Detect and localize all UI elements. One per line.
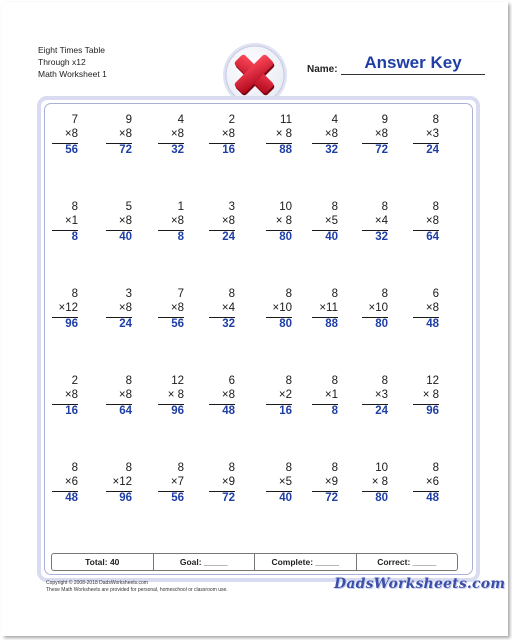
- problem-multiplicand: 10: [279, 201, 292, 213]
- problem-multiplier: ×8: [64, 389, 78, 401]
- problem-multiplicand: 6: [228, 375, 235, 387]
- problem-answer: 88: [279, 144, 292, 156]
- multiplication-problem: [100, 110, 132, 166]
- problem-multiplier: ×4: [221, 302, 235, 314]
- problem-multiplicand: 9: [125, 114, 132, 126]
- problem-answer: 64: [119, 405, 132, 417]
- problem-multiplicand: 8: [381, 375, 388, 387]
- problem-multiplicand: 8: [71, 288, 78, 300]
- multiplication-problem: [306, 110, 338, 166]
- multiplication-problem: [203, 458, 235, 514]
- multiplication-problem: [152, 197, 184, 253]
- problem-multiplicand: 8: [125, 375, 132, 387]
- problem-multiplier: × 8: [275, 128, 292, 140]
- problem-answer: 16: [279, 405, 292, 417]
- problem-answer: 80: [279, 318, 292, 330]
- multiplication-problem: [306, 458, 338, 514]
- problem-answer: 8: [177, 231, 184, 243]
- title-line: Through x12: [38, 57, 86, 67]
- multiplication-problem: [46, 371, 78, 427]
- problem-multiplicand: 8: [331, 201, 338, 213]
- problem-multiplier: ×8: [425, 215, 439, 227]
- problem-row: [40, 371, 471, 427]
- problem-multiplier: ×8: [118, 215, 132, 227]
- problem-multiplicand: 8: [432, 114, 439, 126]
- problem-answer: 24: [222, 231, 235, 243]
- problem-answer: 72: [119, 144, 132, 156]
- problem-multiplier: ×8: [221, 128, 235, 140]
- problem-multiplier: ×5: [324, 215, 338, 227]
- problem-multiplicand: 10: [375, 462, 388, 474]
- brand-logo: [334, 576, 506, 598]
- problem-multiplier: ×2: [278, 389, 292, 401]
- problem-multiplier: ×8: [324, 128, 338, 140]
- usage-text: These Math Worksheets are provided for personal, homeschool or classroom use.: [46, 587, 228, 593]
- problem-multiplier: ×1: [64, 215, 78, 227]
- problem-answer: 32: [222, 318, 235, 330]
- problem-multiplicand: 12: [426, 375, 439, 387]
- problem-multiplicand: 4: [177, 114, 184, 126]
- problem-row: [40, 458, 471, 514]
- problem-multiplicand: 8: [331, 375, 338, 387]
- multiplication-problem: [407, 110, 439, 166]
- total-cell: Total: 40: [85, 557, 120, 567]
- problem-grid: [40, 110, 471, 550]
- multiplication-problem: [100, 197, 132, 253]
- problem-multiplicand: 8: [71, 201, 78, 213]
- problem-multiplicand: 4: [331, 114, 338, 126]
- problem-answer: 80: [279, 231, 292, 243]
- problem-multiplier: ×10: [368, 302, 388, 314]
- problem-answer: 16: [222, 144, 235, 156]
- problem-answer: 88: [325, 318, 338, 330]
- multiplication-problem: [203, 371, 235, 427]
- problem-answer: 24: [119, 318, 132, 330]
- problem-multiplier: ×12: [112, 476, 132, 488]
- problem-multiplier: ×8: [118, 302, 132, 314]
- problem-multiplicand: 8: [331, 462, 338, 474]
- problem-multiplier: ×3: [374, 389, 388, 401]
- multiplication-problem: [356, 197, 388, 253]
- multiplication-problem: [203, 197, 235, 253]
- problem-multiplicand: 8: [125, 462, 132, 474]
- multiplication-problem: [260, 110, 292, 166]
- problem-answer: 48: [426, 492, 439, 504]
- multiplication-problem: [356, 110, 388, 166]
- problem-multiplicand: 8: [71, 462, 78, 474]
- problem-answer: 32: [375, 231, 388, 243]
- name-underline: [341, 74, 485, 75]
- name-field: [307, 54, 485, 78]
- multiplication-problem: [46, 197, 78, 253]
- problem-multiplier: ×10: [272, 302, 292, 314]
- name-label: Name:: [307, 64, 338, 75]
- problem-multiplier: ×6: [425, 476, 439, 488]
- problem-multiplier: ×12: [58, 302, 78, 314]
- multiplication-problem: [152, 284, 184, 340]
- problem-answer: 16: [65, 405, 78, 417]
- multiplication-problem: [407, 371, 439, 427]
- problem-multiplicand: 8: [228, 462, 235, 474]
- problem-answer: 72: [375, 144, 388, 156]
- problem-multiplicand: 8: [381, 288, 388, 300]
- problem-multiplier: ×8: [425, 302, 439, 314]
- problem-answer: 24: [426, 144, 439, 156]
- problem-answer: 96: [119, 492, 132, 504]
- multiplication-problem: [152, 458, 184, 514]
- problem-answer: 40: [279, 492, 292, 504]
- problem-multiplicand: 1: [177, 201, 184, 213]
- complete-cell: Complete: _____: [254, 554, 356, 570]
- problem-multiplier: ×9: [324, 476, 338, 488]
- answer-key-label: Answer Key: [364, 53, 462, 72]
- problem-multiplicand: 8: [432, 201, 439, 213]
- problem-answer: 32: [171, 144, 184, 156]
- problem-multiplicand: 2: [71, 375, 78, 387]
- title-line: Eight Times Table: [38, 45, 105, 55]
- problem-multiplicand: 8: [177, 462, 184, 474]
- problem-multiplier: × 8: [371, 476, 388, 488]
- title-line: Math Worksheet 1: [38, 69, 107, 79]
- problem-multiplicand: 8: [228, 288, 235, 300]
- multiplication-problem: [306, 371, 338, 427]
- problem-multiplicand: 8: [285, 462, 292, 474]
- multiplication-problem: [356, 284, 388, 340]
- problem-answer: 40: [119, 231, 132, 243]
- problem-multiplicand: 5: [125, 201, 132, 213]
- multiplication-problem: [100, 458, 132, 514]
- problem-row: [40, 110, 471, 166]
- problem-multiplier: ×8: [170, 302, 184, 314]
- problem-multiplier: ×7: [170, 476, 184, 488]
- problem-answer: 56: [171, 318, 184, 330]
- problem-answer: 72: [222, 492, 235, 504]
- problem-multiplicand: 8: [285, 288, 292, 300]
- problem-multiplier: ×4: [374, 215, 388, 227]
- problem-answer: 56: [65, 144, 78, 156]
- problem-multiplicand: 11: [280, 114, 292, 126]
- problem-answer: 96: [171, 405, 184, 417]
- problem-multiplier: × 8: [275, 215, 292, 227]
- problem-multiplier: ×8: [170, 128, 184, 140]
- problem-answer: 32: [325, 144, 338, 156]
- problem-multiplier: ×3: [425, 128, 439, 140]
- problem-multiplier: ×6: [64, 476, 78, 488]
- problem-multiplicand: 3: [228, 201, 235, 213]
- multiplication-problem: [100, 284, 132, 340]
- multiplication-problem: [203, 284, 235, 340]
- multiplication-problem: [152, 371, 184, 427]
- multiplication-problem: [260, 371, 292, 427]
- problem-multiplier: ×5: [278, 476, 292, 488]
- problem-multiplier: ×8: [374, 128, 388, 140]
- problem-answer: 96: [65, 318, 78, 330]
- multiplication-problem: [356, 458, 388, 514]
- problem-answer: 80: [375, 492, 388, 504]
- problem-multiplicand: 3: [125, 288, 132, 300]
- score-bar: [51, 553, 458, 571]
- problem-multiplier: ×8: [221, 215, 235, 227]
- problem-multiplier: ×8: [221, 389, 235, 401]
- problem-multiplicand: 12: [171, 375, 184, 387]
- problem-multiplicand: 8: [381, 201, 388, 213]
- multiplication-problem: [407, 197, 439, 253]
- problem-answer: 48: [65, 492, 78, 504]
- problem-multiplicand: 6: [432, 288, 439, 300]
- problem-answer: 8: [71, 231, 78, 243]
- problem-multiplicand: 7: [71, 114, 78, 126]
- multiplication-problem: [46, 284, 78, 340]
- multiplication-problem: [260, 197, 292, 253]
- problem-answer: 48: [426, 318, 439, 330]
- problem-multiplicand: 8: [331, 288, 338, 300]
- problem-multiplicand: 2: [228, 114, 235, 126]
- problem-multiplier: ×8: [170, 215, 184, 227]
- multiplication-problem: [152, 110, 184, 166]
- goal-cell: Goal: _____: [153, 554, 255, 570]
- problem-multiplier: ×8: [64, 128, 78, 140]
- multiplication-problem: [356, 371, 388, 427]
- correct-cell: Correct: _____: [356, 554, 458, 570]
- multiplication-problem: [260, 458, 292, 514]
- multiplication-problem: [260, 284, 292, 340]
- problem-multiplier: × 8: [422, 389, 439, 401]
- problem-multiplier: ×11: [319, 302, 338, 314]
- multiplication-problem: [306, 197, 338, 253]
- problem-answer: 8: [331, 405, 338, 417]
- problem-answer: 48: [222, 405, 235, 417]
- problem-multiplier: ×8: [118, 128, 132, 140]
- problem-multiplicand: 9: [381, 114, 388, 126]
- problem-multiplier: ×9: [221, 476, 235, 488]
- problem-multiplicand: 8: [432, 462, 439, 474]
- multiplication-problem: [407, 284, 439, 340]
- footer-notice: [46, 580, 228, 594]
- problem-multiplier: ×1: [324, 389, 338, 401]
- problem-answer: 96: [426, 405, 439, 417]
- problem-answer: 64: [426, 231, 439, 243]
- problem-answer: 80: [375, 318, 388, 330]
- worksheet-title: [38, 44, 107, 80]
- multiplication-problem: [46, 458, 78, 514]
- multiplication-problem: [407, 458, 439, 514]
- problem-multiplicand: 7: [177, 288, 184, 300]
- problem-row: [40, 284, 471, 340]
- problem-multiplicand: 8: [285, 375, 292, 387]
- problem-answer: 56: [171, 492, 184, 504]
- problem-multiplier: ×8: [118, 389, 132, 401]
- problem-answer: 72: [325, 492, 338, 504]
- multiplication-problem: [306, 284, 338, 340]
- multiplication-problem: [203, 110, 235, 166]
- problem-row: [40, 197, 471, 253]
- multiplication-problem: [100, 371, 132, 427]
- problem-multiplier: × 8: [167, 389, 184, 401]
- problem-answer: 24: [375, 405, 388, 417]
- copyright-text: Copyright © 2008-2018 DadsWorksheets.com: [46, 580, 148, 586]
- brand-text: DadsWorksheets.com: [334, 576, 506, 592]
- problem-answer: 40: [325, 231, 338, 243]
- multiplication-problem: [46, 110, 78, 166]
